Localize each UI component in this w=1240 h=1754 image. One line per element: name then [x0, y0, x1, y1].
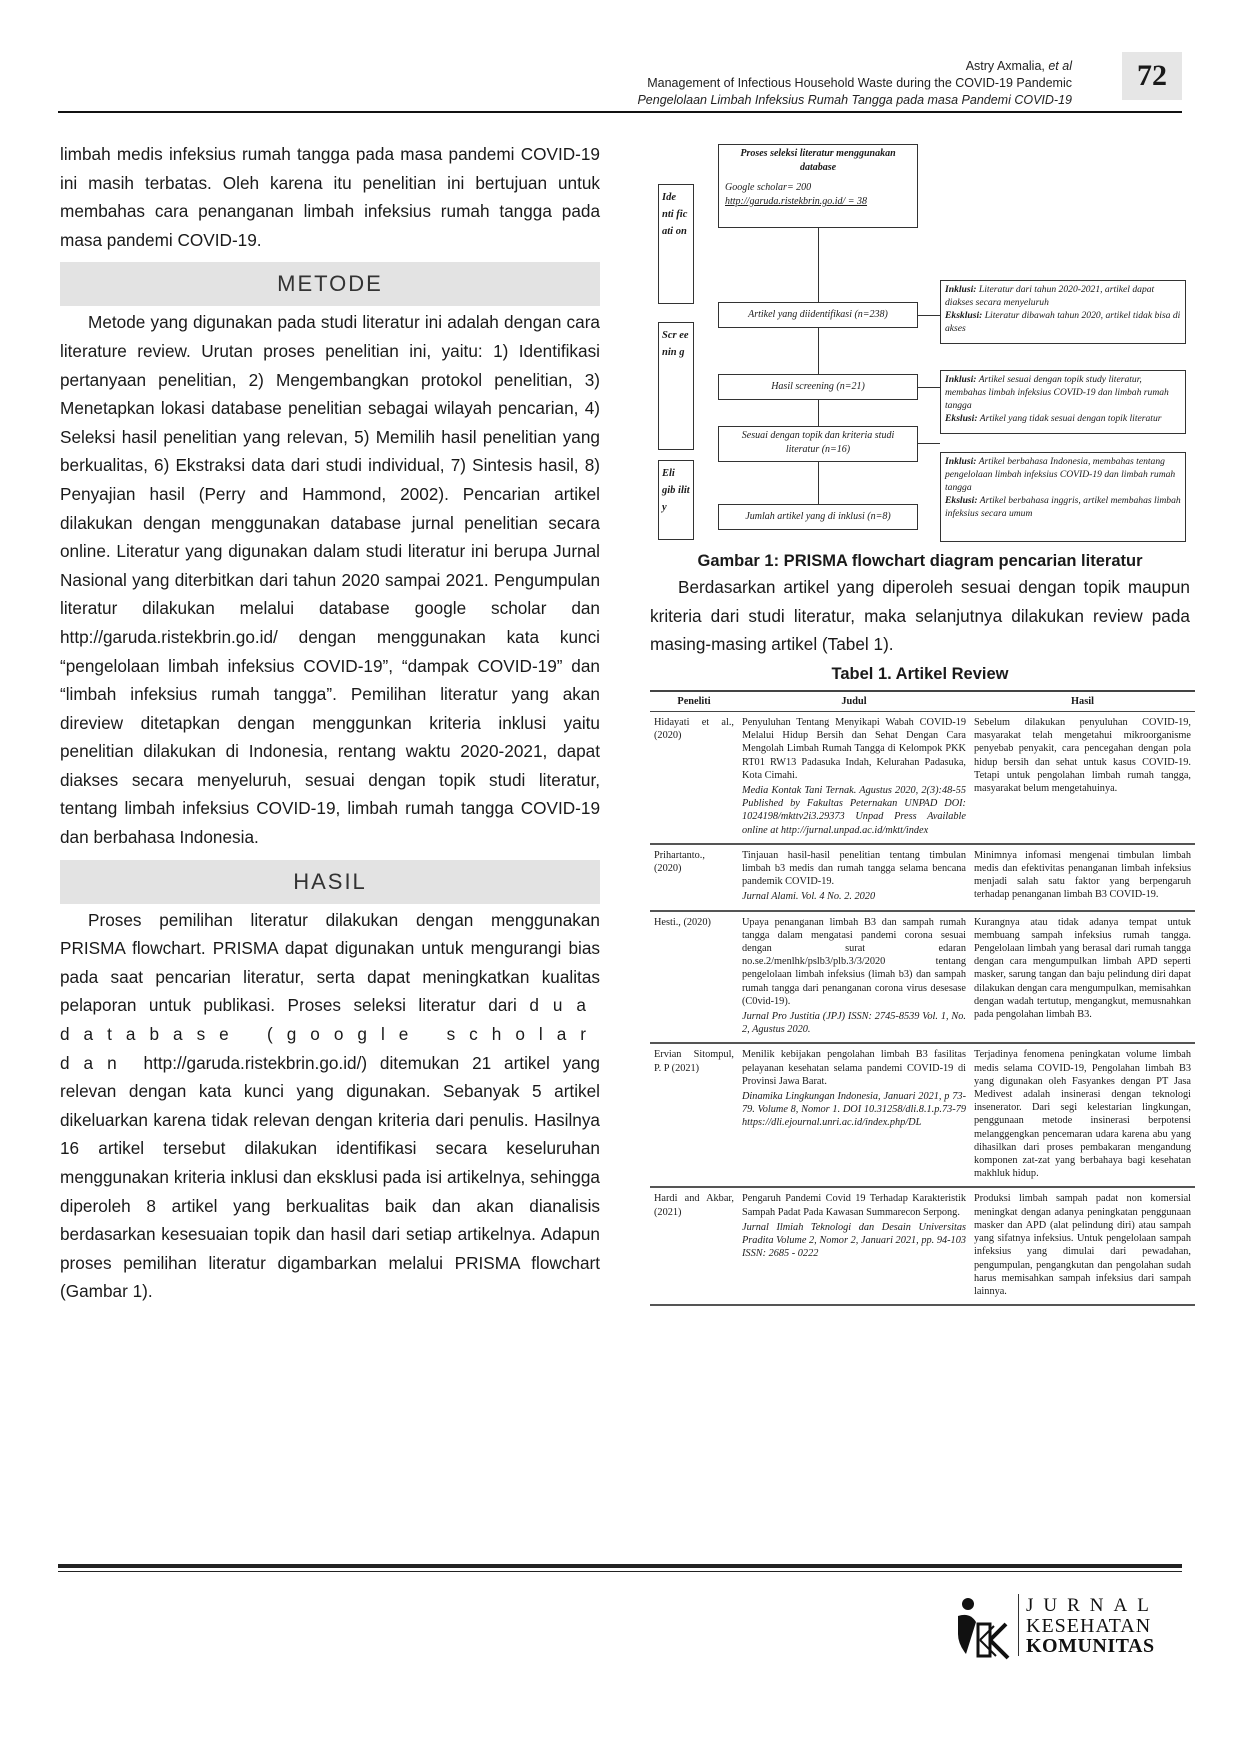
flow-box-database [718, 144, 918, 228]
hasil-paragraph [60, 906, 600, 1306]
flow-box-database-line2: http://garuda.ristekbrin.go.id/ = 38 [725, 196, 868, 207]
cell-peneliti: Prihartanto., (2020) [650, 844, 738, 911]
cell-peneliti: Hardi and Akbar, (2021) [650, 1187, 738, 1305]
flow-connector [818, 462, 819, 504]
flow-connector [918, 315, 940, 316]
table-row [650, 1043, 1195, 1187]
intro-paragraph: limbah medis infeksius rumah tangga pada masa pandemi COVID-19 ini masih terbatas. Oleh karena itu penelitian ini bertujuan untuk membahas cara penanganan limbah infeksius rumah tangga pada masa pandemi COVID-19. [60, 144, 600, 250]
criteria-1-inclusion-label: Inklusi: [945, 284, 977, 295]
flow-box-identified: Artikel yang diidentifikasi (n=238) [718, 302, 918, 328]
journal-logo-icon [954, 1594, 1014, 1664]
judul-reference: Dinamika Lingkungan Indonesia, Januari 2021, p 73-79. Volume 8, Nomor 1. DOI 10.31258/dli.8.1.p.73-79 https://dli.ejournal.unri.ac.id/index.php/DL [742, 1091, 966, 1129]
figure-caption: Gambar 1: PRISMA flowchart diagram pencarian literatur [697, 552, 1143, 570]
section-heading-metode: METODE [60, 262, 600, 306]
cell-judul [738, 911, 970, 1044]
cell-hasil: Kurangnya atau tidak adanya tempat untuk membuang sampah infeksius rumah tangga. Pengelolaan limbah yang berasal dari rumah tangga dengan cara mengumpulkan limbah APD seperti masker, sarung tangan dan baju pelindung diri dapat dilakukan dengan cara mengumpulkan, memisahkan dengan wadah tertutup, mengangkut, memusnahkan pada pengolahan limbah B3. [970, 911, 1195, 1044]
hasil-paragraph-part1: Proses pemilihan literatur dilakukan dengan menggunakan PRISMA flowchart. PRISMA dapat digunakan untuk mengurangi bias pada saat pencarian literatur, serta dapat meningkatkan kualitas pelaporan untuk publikasi. Proses seleksi literatur dari [60, 909, 600, 1016]
flow-connector [818, 328, 819, 374]
criteria-1-exclusion-label: Eksklusi: [945, 310, 983, 321]
cell-hasil: Produksi limbah sampah padat non komersial meningkat dengan adanya peningkatan penggunaan masker dan APD (alat pelindung diri) atau sampah yang sifatnya infeksius. Untuk pengelolaan sampah infeksius yang dimulai dari pewadahan, pengumpulan, pengangkutan dan pengolahan sudah harus memisahkan sampah infeksius dari sampah lainnya. [970, 1187, 1195, 1305]
column-header-judul: Judul [738, 691, 970, 712]
footer-rule-thin [58, 1571, 1182, 1572]
judul-reference: Jurnal Alami. Vol. 4 No. 2. 2020 [742, 891, 876, 903]
flow-connector [918, 387, 940, 388]
judul-title: Tinjauan hasil-hasil penelitian tentang timbulan limbah b3 medis dan rumah tangga selama bencana pandemik COVID-19. [742, 849, 966, 888]
criteria-1-exclusion: Literatur dibawah tahun 2020, artikel tidak bisa di akses [945, 310, 1181, 334]
criteria-3-inclusion: Artikel berbahasa Indonesia, membahas tentang pengelolaan limbah infeksius COVID-19 dan limbah rumah tangga [945, 456, 1176, 493]
table-caption: Tabel 1. Artikel Review [831, 664, 1009, 683]
criteria-2-exclusion: Artikel yang tidak sesuai dengan topik literatur [977, 413, 1162, 424]
criteria-box-2 [940, 370, 1186, 434]
judul-title: Penyuluhan Tentang Menyikapi Wabah COVID-19 Melalui Hidup Bersih dan Sehat Dengan Cara Mengolah Limbah Rumah Tangga di Kelompok PKK RT01 RW13 Padasuka Indah, Kelurahan Padasuka, Kota Cimahi. [742, 716, 966, 781]
table-row [650, 911, 1195, 1044]
cell-judul [738, 1187, 970, 1305]
criteria-3-exclusion: Artikel berbahasa inggris, artikel membahas limbah infeksius secara umum [945, 495, 1181, 519]
journal-logo-text [1026, 1596, 1159, 1656]
header-title-id: Pengelolaan Limbah Infeksius Rumah Tangga pada masa Pandemi COVID-19 [637, 93, 1072, 107]
page-header [58, 52, 1182, 112]
cell-judul [738, 1043, 970, 1187]
metode-paragraph: Metode yang digunakan pada studi literatur ini adalah dengan cara literature review. Urutan proses penelitian ini, yaitu: 1) Identifikasi pertanyaan penelitian, 2) Mengembangkan protokol penelitian, 3) Menetapkan lokasi database penelitian sebagai wilayah pencarian, 4) Seleksi hasil penelitian yang relevan, 5) Memilih hasil penelitian yang berkualitas, 6) Ekstraksi data dari studi individual, 7) Sintesis hasil, 8) Penyajian hasil (Perry and Hammond, 2002). Pencarian artikel dilakukan dengan menggunakan database jurnal penelitian secara online. Literatur yang digunakan dalam studi literatur ini berupa Jurnal Nasional yang diterbitkan dari tahun 2020 sampai 2021. Pengumpulan literatur dilakukan melalui database google scholar dan http://garuda.ristekbrin.go.id/ dengan menggunakan kata kunci “pengelolaan limbah infeksius COVID-19”, “dampak COVID-19” dan “limbah infeksius rumah tangga”. Pemilihan literatur yang akan direview ditetapkan dengan menggunkan kriteria inklusi yaitu penelitian dilakukan di Indonesia, rentang waktu 2020-2021, dapat diakses secara menyeluruh, sesuai dengan topik studi literatur, tentang limbah infeksius COVID-19, limbah rumah tangga COVID-19 dan berbahasa Indonesia. [60, 312, 600, 848]
cell-peneliti: Hidayati et al., (2020) [650, 711, 738, 843]
judul-title: Upaya penanganan limbah B3 dan sampah rumah tangga dalam mengatasi pandemi corona sesuai dengan surat edaran no.se.2/menlhk/pslb3/plb.3/3/2020 tentang pengelolaan limbah infeksius (limah b3) dan sampah rumah tangga dari penanganan corona virus desesase (C0vid-19). [742, 916, 966, 1007]
header-title-en: Management of Infectious Household Waste during the COVID-19 Pandemic [647, 76, 1072, 90]
criteria-2-inclusion: Artikel sesuai dengan topik study literatur, membahas limbah infeksius COVID-19 dan limbah rumah tangga [945, 374, 1169, 411]
stage-screening: Scr ee nin g [658, 322, 694, 450]
cell-peneliti: Ervian Sitompul, P. P (2021) [650, 1043, 738, 1187]
stage-identification: Ide nti fic ati on [658, 184, 694, 304]
flow-box-database-line1: Google scholar= 200 [725, 182, 812, 193]
cell-judul [738, 711, 970, 843]
flow-box-matched: Sesuai dengan topik dan kriteria studi literatur (n=16) [718, 426, 918, 462]
page-number: 72 [1122, 52, 1182, 100]
criteria-box-1 [940, 280, 1186, 344]
stage-eligibility: Eli gib ilit y [658, 460, 694, 540]
header-rule [58, 111, 1182, 113]
logo-line-2: KESEHATAN [1026, 1615, 1152, 1637]
flow-box-screening: Hasil screening (n=21) [718, 374, 918, 400]
cell-hasil: Minimnya infomasi mengenai timbulan limbah medis dan efektivitas penanganan limbah infeksius menjadi salah satu faktor yang berpengaruh terhadap penanganan limbah B3 COVID-19. [970, 844, 1195, 911]
table-row [650, 844, 1195, 911]
criteria-box-3 [940, 452, 1186, 542]
criteria-3-exclusion-label: Ekslusi: [945, 495, 978, 506]
flow-box-database-title: Proses seleksi literatur menggunakan database [740, 148, 896, 173]
judul-reference: Jurnal Pro Justitia (JPJ) ISSN: 2745-8539 Vol. 1, No. 2, Agustus 2020. [742, 1011, 966, 1036]
cell-hasil: Terjadinya fenomena peningkatan volume limbah medis selama COVID-19, Pengolahan limbah B3 yang digunakan oleh Fasyankes dengan PT Jasa Medivest adalah insinerasi dengan teknologi insenerator. Dari segi kelestarian lingkungan, penggunaan metode insinerasi berpotensi melanggengkan pencemaran udara karena abu yang dihasilkan dari proses pembakaran mengandung komponen zat-zat yang berbahaya bagi kesehatan makhluk hidup. [970, 1043, 1195, 1187]
table-row [650, 711, 1195, 843]
logo-separator [1018, 1594, 1019, 1656]
table-row [650, 1187, 1195, 1305]
hasil-paragraph-part2: http://garuda.ristekbrin.go.id/) ditemukan 21 artikel yang relevan dengan kata kunci yang digunakan. Sebanyak 5 artikel dikeluarkan karena tidak relevan dengan kriteria dari penulis. Hasilnya 16 artikel tersebut dilakukan identifikasi secara keseluruhan menggunakan kriteria inklusi dan eksklusi pada isi artikelnya, sehingga diperoleh 8 artikel yang berkualitas baik dan akan dianalisis berdasarkan kesesuaian topik dan hasil dari setiap artikelnya. Adapun proses pemilihan literatur digambarkan melalui PRISMA flowchart (Gambar 1). [60, 1052, 600, 1302]
flow-connector [918, 443, 940, 444]
left-column [60, 140, 600, 1306]
right-paragraph: Berdasarkan artikel yang diperoleh sesuai dengan topik maupun kriteria dari studi literatur, maka selanjutnya dilakukan review pada masing-masing artikel (Tabel 1). [650, 577, 1190, 655]
judul-reference: Media Kontak Tani Ternak. Agustus 2020, 2(3):48-55 Published by Fakultas Peternakan UNPAD DOI: 1024198/mkttv2i3.29373 Unpad Press Available online at http://jurnal.unpad.ac.id/mktt/index [742, 785, 966, 836]
flow-connector [818, 400, 819, 426]
criteria-1-inclusion: Literatur dari tahun 2020-2021, artikel dapat diakses secara menyeluruh [945, 284, 1155, 308]
criteria-3-inclusion-label: Inklusi: [945, 456, 977, 467]
criteria-2-inclusion-label: Inklusi: [945, 374, 977, 385]
section-heading-hasil: HASIL [60, 860, 600, 904]
cell-peneliti: Hesti., (2020) [650, 911, 738, 1044]
judul-reference: Jurnal Ilmiah Teknologi dan Desain Universitas Pradita Volume 2, Nomor 2, Januari 2021, pp. 94-103 ISSN: 2685 - 0222 [742, 1221, 966, 1260]
header-author: Astry Axmalia, et al [965, 59, 1072, 73]
logo-line-1: JURNAL [1026, 1595, 1159, 1616]
prisma-flowchart [650, 140, 1190, 544]
journal-logo [954, 1594, 1184, 1674]
table-header-row [650, 691, 1195, 712]
flow-connector [818, 228, 819, 302]
running-header [637, 58, 1072, 109]
footer-rule-thick [58, 1564, 1182, 1568]
review-table [650, 690, 1195, 1306]
cell-judul [738, 844, 970, 911]
criteria-2-exclusion-label: Ekslusi: [945, 413, 978, 424]
column-header-hasil: Hasil [970, 691, 1195, 712]
judul-title: Pengaruh Pandemi Covid 19 Terhadap Karakteristik Sampah Padat Pada Kawasan Summarecon Serpong. [742, 1193, 966, 1218]
flow-box-included: Jumlah artikel yang di inklusi (n=8) [718, 504, 918, 530]
hasil-paragraph-spaced: dua database (google scholar dan [60, 995, 600, 1073]
column-header-peneliti: Peneliti [650, 691, 738, 712]
logo-line-3: KOMUNITAS [1026, 1635, 1155, 1657]
judul-title: Menilik kebijakan pengolahan limbah B3 fasilitas pelayanan kesehatan selama pandemi COVID-19 di Provinsi Jawa Barat. [742, 1049, 966, 1087]
cell-hasil: Sebelum dilakukan penyuluhan COVID-19, masyarakat telah mengetahui mikroorganisme penyebab penyakit, cara pencegahan dengan pola hidup bersih dan sehat untuk kasus COVID-19. Tetapi untuk pengolahan limbah rumah tangga, masyarakat belum mengetahuinya. [970, 711, 1195, 843]
right-column [650, 140, 1190, 1306]
